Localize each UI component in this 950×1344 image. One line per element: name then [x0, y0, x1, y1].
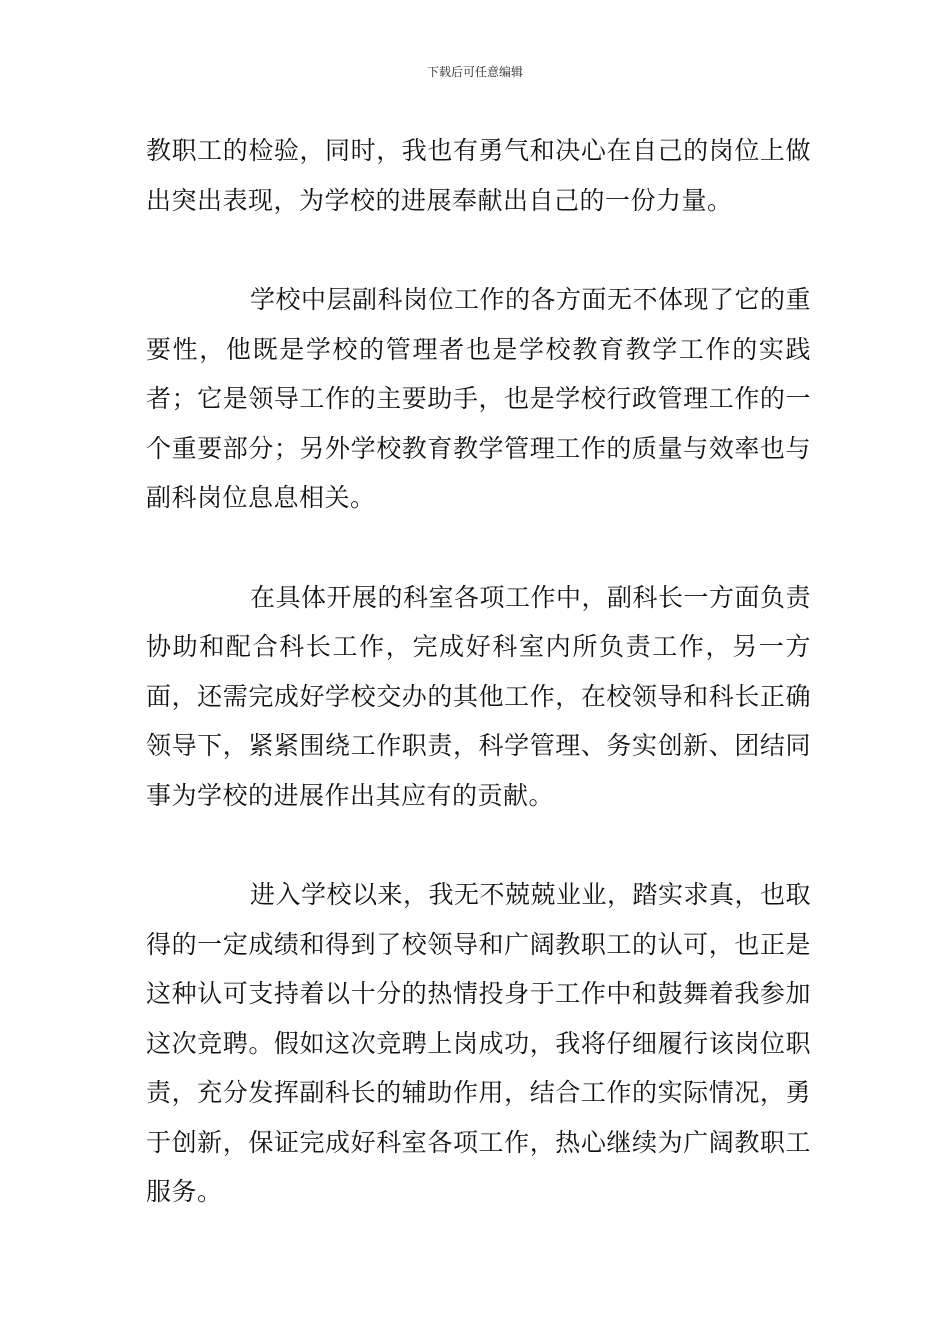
paragraph-commitment: 进入学校以来，我无不兢兢业业，踏实求真，也取得的一定成绩和得到了校领导和广阔教职工的认可，也正是这种认可支持着以十分的热情投身于工作中和鼓舞着我参加这次竞聘。假如这次竞聘上岗成功，我将仔细履行该岗位职责，充分发挥副科长的辅助作用，结合工作的实际情况，勇于创新，保证完成好科室各项工作，热心继续为广阔教职工服务。 — [146, 880, 812, 1206]
paragraph-duties: 在具体开展的科室各项工作中，副科长一方面负责协助和配合科长工作，完成好科室内所负责工作，另一方面，还需完成好学校交办的其他工作，在校领导和科长正确领导下，紧紧围绕工作职责，科学管理、务实创新、团结同事为学校的进展作出其应有的贡献。 — [146, 582, 812, 810]
paragraph-gap — [146, 820, 811, 870]
document-body — [146, 126, 811, 1217]
paragraph-role-importance: 学校中层副科岗位工作的各方面无不体现了它的重要性，他既是学校的管理者也是学校教育教学工作的实践者；它是领导工作的主要助手，也是学校行政管理工作的一个重要部分；另外学校教育教学管理工作的质量与效率也与副科岗位息息相关。 — [146, 285, 812, 512]
paragraph-continuation: 教职工的检验，同时，我也有勇气和决心在自己的岗位上做出突出表现，为学校的进展奉献出自己的一份力量。 — [146, 136, 811, 215]
page-header: 下载后可任意编辑 — [426, 65, 523, 79]
paragraph-gap — [146, 225, 811, 275]
paragraph-gap — [146, 523, 811, 573]
